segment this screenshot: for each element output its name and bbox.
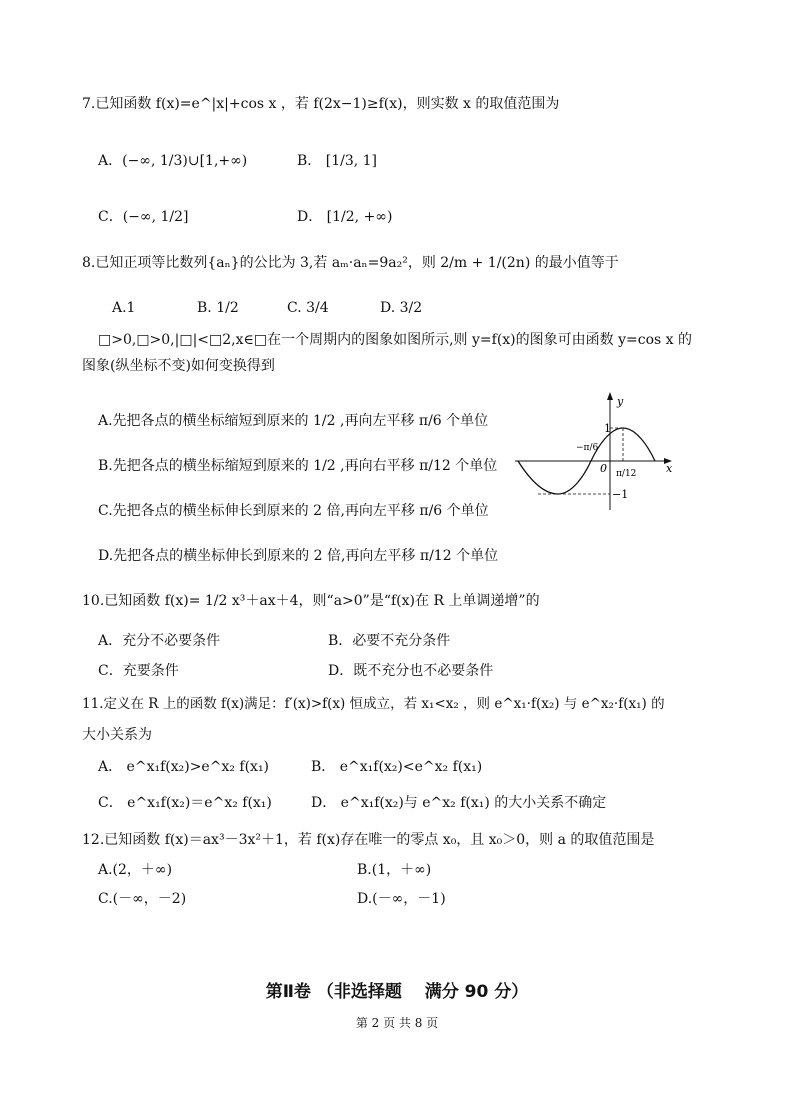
question-9-option-d[interactable]: D.先把各点的横坐标伸长到原来的 2 倍,再向左平移 π/12 个单位 (98, 548, 499, 564)
question-10-option-b[interactable]: B．必要不充分条件 (328, 633, 451, 649)
sine-graph (510, 390, 685, 515)
neg-pi-6-label: −π/6 (576, 443, 599, 453)
question-9-option-c[interactable]: C.先把各点的横坐标伸长到原来的 2 倍,再向左平移 π/6 个单位 (98, 503, 489, 519)
pi-12-label: π/12 (616, 469, 637, 479)
page-footer: 第 2 页 共 8 页 (355, 1016, 439, 1030)
question-12-stem: 12.已知函数 f(x)＝ax³－3x²＋1，若 f(x)存在唯一的零点 x₀，且 x₀＞0，则 a 的取值范围是 (82, 832, 655, 848)
question-7-option-c[interactable]: C．(−∞, 1/2] (98, 209, 189, 225)
question-12-option-d[interactable]: D.(－∞，－1) (357, 891, 446, 907)
max-value-label: 1 (604, 422, 611, 435)
question-8-option-c[interactable]: C. 3/4 (287, 300, 329, 316)
question-9-option-a[interactable]: A.先把各点的横坐标缩短到原来的 1/2 ,再向左平移 π/6 个单位 (98, 413, 489, 429)
question-7-option-a[interactable]: A．(−∞, 1/3)∪[1,+∞) (98, 153, 248, 169)
question-10-option-d[interactable]: D．既不充分也不必要条件 (328, 663, 494, 679)
origin-label: 0 (600, 462, 607, 475)
question-9-stem-line1: □>0,□>0,|□|<□2,x∈□在一个周期内的图象如图所示,则 y=f(x)的图象可由函数 y=cos x 的 (98, 332, 692, 348)
y-axis-label: y (617, 395, 624, 408)
question-8-option-d[interactable]: D. 3/2 (380, 300, 423, 316)
question-11-stem-line1: 11.定义在 R 上的函数 f(x)满足：f′(x)>f(x) 恒成立，若 x₁<x₂ ，则 e^x₁·f(x₂) 与 e^x₂·f(x₁) 的 (82, 696, 665, 712)
question-10-option-c[interactable]: C．充要条件 (98, 663, 179, 679)
question-8-stem: 8.已知正项等比数列{aₙ}的公比为 3,若 aₘ·aₙ=9a₂²，则 2/m + 1/(2n) 的最小值等于 (82, 255, 619, 271)
question-11-option-d[interactable]: D． e^x₁f(x₂)与 e^x₂ f(x₁) 的大小关系不确定 (311, 795, 607, 811)
question-8-option-a[interactable]: A.1 (112, 300, 136, 316)
question-11-option-b[interactable]: B． e^x₁f(x₂)<e^x₂ f(x₁) (311, 759, 483, 775)
question-9-stem-line2: 图象(纵坐标不变)如何变换得到 (82, 358, 275, 374)
y-axis-arrow-icon (607, 392, 613, 400)
question-7-option-d[interactable]: D． [1/2, +∞) (297, 209, 393, 225)
question-10-stem: 10.已知函数 f(x)= 1/2 x³＋ax＋4，则“a>0”是“f(x)在 R 上单调递增”的 (82, 593, 540, 609)
question-7-option-b[interactable]: B． [1/3, 1] (297, 153, 378, 169)
question-7-stem: 7.已知函数 f(x)=e^|x|+cos x ，若 f(2x−1)≥f(x)，则实数 x 的取值范围为 (82, 96, 560, 112)
question-12-option-c[interactable]: C.(－∞，－2) (98, 891, 187, 907)
question-11-option-c[interactable]: C． e^x₁f(x₂)＝e^x₂ f(x₁) (98, 795, 272, 811)
min-value-label: −1 (612, 488, 629, 501)
question-9-option-b[interactable]: B.先把各点的横坐标缩短到原来的 1/2 ,再向右平移 π/12 个单位 (98, 458, 498, 474)
x-axis-label: x (666, 462, 673, 475)
section-title: 第Ⅱ卷 （非选择题 满分 90 分） (265, 982, 529, 1002)
question-11-stem-line2: 大小关系为 (82, 727, 152, 743)
question-8-option-b[interactable]: B. 1/2 (197, 300, 239, 316)
question-12-option-a[interactable]: A.(2，＋∞) (98, 862, 173, 878)
question-11-option-a[interactable]: A． e^x₁f(x₂)>e^x₂ f(x₁) (98, 759, 270, 775)
question-10-option-a[interactable]: A．充分不必要条件 (98, 633, 221, 649)
question-12-option-b[interactable]: B.(1，＋∞) (357, 862, 432, 878)
